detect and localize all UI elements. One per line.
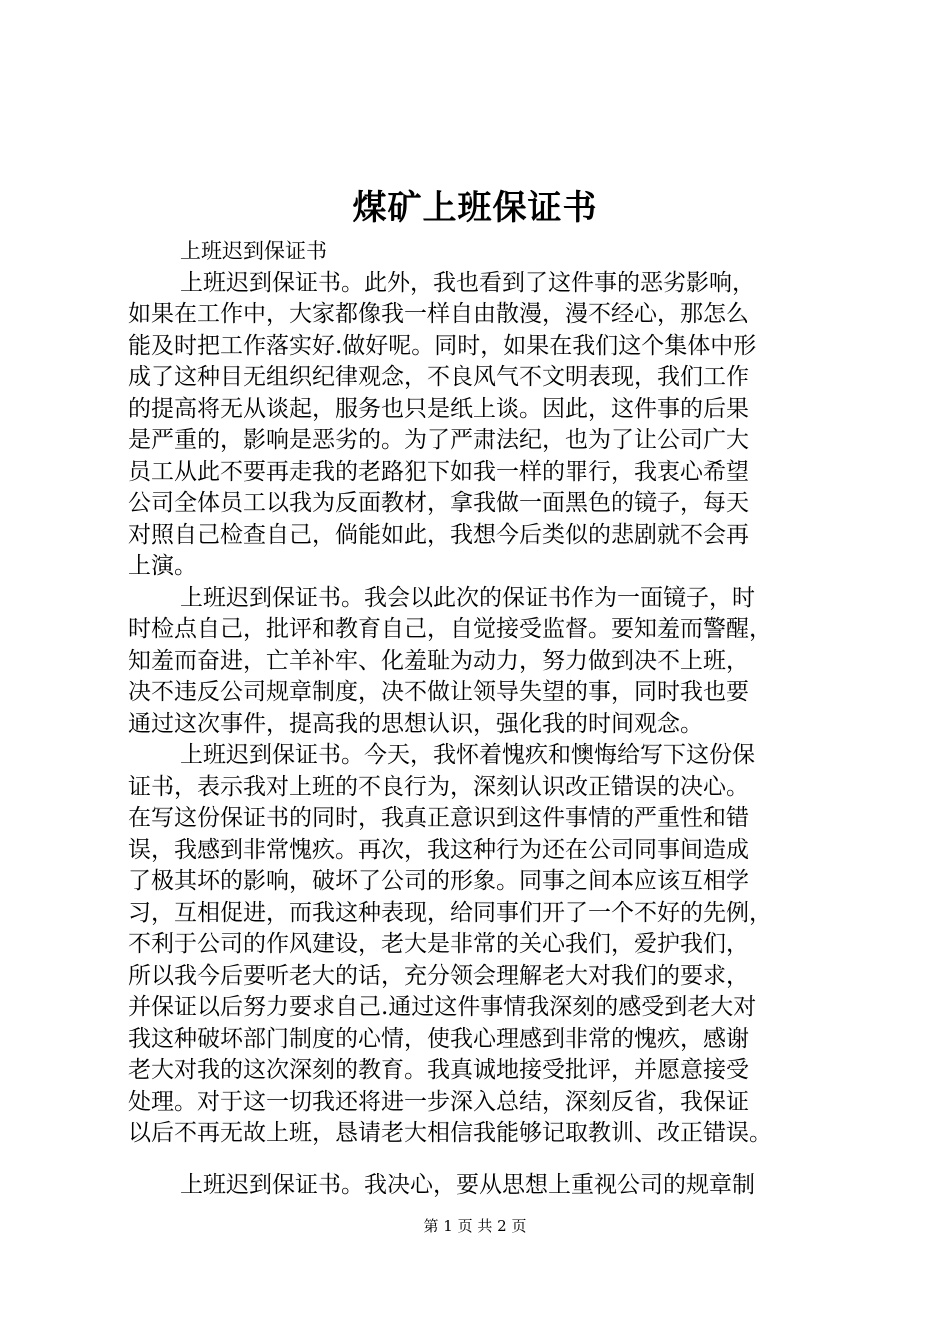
paragraph-line: 决不违反公司规章制度，决不做让领导失望的事，同时我也要	[128, 679, 749, 705]
paragraph-line: 老大对我的这次深刻的教育。我真诚地接受批评，并愿意接受	[128, 1057, 749, 1083]
paragraph-line: 不利于公司的作风建设，老大是非常的关心我们，爱护我们，	[128, 931, 749, 957]
paragraph-line: 如果在工作中，大家都像我一样自由散漫，漫不经心，那怎么	[128, 301, 749, 327]
paragraph-line: 上演。	[128, 553, 197, 579]
paragraph-line: 能及时把工作落实好.做好呢。同时，如果在我们这个集体中形	[128, 332, 757, 359]
paragraph-line: 成了这种目无组织纪律观念，不良风气不文明表现，我们工作	[128, 364, 749, 390]
paragraph-line: 处理。对于这一切我还将进一步深入总结，深刻反省，我保证	[128, 1088, 749, 1115]
paragraph-line: 员工从此不要再走我的老路犯下如我一样的罪行，我衷心希望	[128, 458, 749, 485]
paragraph-line: 知羞而奋进，亡羊补牢、化羞耻为动力，努力做到决不上班，	[128, 647, 749, 674]
paragraph-spacer	[128, 1150, 828, 1170]
paragraph-line: 时检点自己，批评和教育自己，自觉接受监督。要知羞而警醒，	[128, 616, 772, 642]
document-subtitle: 上班迟到保证书	[180, 239, 327, 263]
document-title: 煤矿上班保证书	[352, 188, 598, 228]
paragraph-line: 并保证以后努力要求自己.通过这件事情我深刻的感受到老大对	[128, 994, 757, 1020]
paragraph-line: 在写这份保证书的同时，我真正意识到这件事情的严重性和错	[128, 805, 749, 831]
paragraph-line: 习，互相促进，而我这种表现，给同事们开了一个不好的先例，	[128, 899, 772, 926]
document-body	[128, 236, 828, 1201]
paragraph-line: 是严重的，影响是恶劣的。为了严肃法纪，也为了让公司广大	[128, 427, 749, 453]
paragraph-line: 误，我感到非常愧疚。再次，我这种行为还在公司同事间造成	[128, 836, 749, 863]
paragraph-line: 上班迟到保证书。我会以此次的保证书作为一面镜子，时	[180, 584, 755, 611]
page-footer: 第 1 页 共 2 页	[423, 1217, 527, 1235]
paragraph-line: 的提高将无从谈起，服务也只是纸上谈。因此，这件事的后果	[128, 395, 749, 422]
paragraph-line: 以后不再无故上班，恳请老大相信我能够记取教训、改正错误。	[128, 1120, 772, 1146]
paragraph-line: 上班迟到保证书。此外，我也看到了这件事的恶劣影响，	[180, 269, 755, 296]
paragraph-line: 对照自己检查自己，倘能如此，我想今后类似的悲剧就不会再	[128, 521, 749, 548]
paragraph-line: 上班迟到保证书。今天，我怀着愧疚和懊悔给写下这份保	[180, 742, 755, 768]
paragraph-line: 上班迟到保证书。我决心，要从思想上重视公司的规章制	[180, 1171, 755, 1198]
paragraph-line: 通过这次事件，提高我的思想认识，强化我的时间观念。	[128, 710, 703, 737]
paragraph-1	[128, 268, 828, 583]
paragraph-line: 所以我今后要听老大的话，充分领会理解老大对我们的要求，	[128, 962, 749, 989]
paragraph-line: 了极其坏的影响，破坏了公司的形象。同事之间本应该互相学	[128, 868, 749, 894]
paragraph-4	[128, 1170, 828, 1202]
paragraph-3	[128, 740, 828, 1150]
paragraph-line: 公司全体员工以我为反面教材，拿我做一面黑色的镜子，每天	[128, 490, 749, 516]
paragraph-line: 证书，表示我对上班的不良行为，深刻认识改正错误的决心。	[128, 773, 749, 800]
paragraph-line: 我这种破坏部门制度的心情，使我心理感到非常的愧疚，感谢	[128, 1025, 749, 1052]
paragraph-2	[128, 583, 828, 741]
